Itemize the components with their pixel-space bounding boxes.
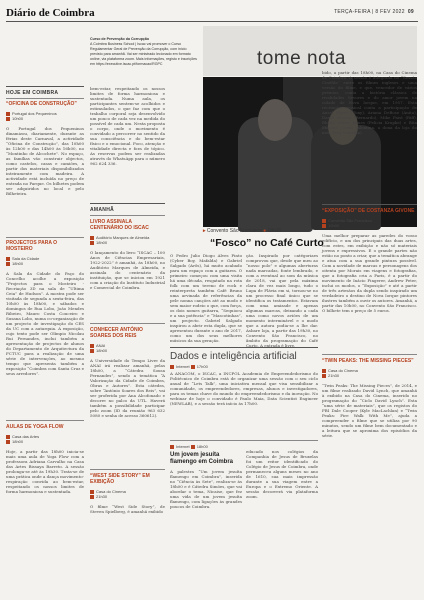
time-tag: 18h00: [6, 261, 84, 266]
mid-body: A ANACOM, o ISCAC, a INCPOL Academia de Empreendedorismo do Politécnico de Coimbra está de organizar uma sessão com o seu ciclo anual de “Lets Talk”, uma iniciativa mensal que visa sensibilizar a comunidade, os empreendedores, empresas, alunos e investigadores, para os temas chave do mundo do empreendedorismo e da inovação. No webinar de hoje o convidado é Paulo Maia, Data Scientist Engineer (NEWLAB), e a sessão terá início às 17h00.: [170, 371, 318, 406]
article-title: “TWIN PEAKS: THE MISSING PIECES”: [322, 358, 414, 364]
square-bullet-icon: [6, 112, 10, 116]
article-title: “EXPOSIÇÃO” DE COSTANZA GIVONE: [322, 208, 415, 214]
section-rule: [170, 347, 318, 348]
venue-tag: Portugal dos Pequeninos: [6, 111, 84, 116]
article-title: CONHECER ANTÓNIO SOARES DOS REIS: [90, 327, 143, 339]
bottom-headline: Um jovem jesuíta flamengo em Coimbra: [170, 452, 234, 465]
clock-icon: [90, 495, 94, 499]
article-title: “WEST SIDE STORY” EM EXIBIÇÃO: [90, 473, 150, 485]
time-tag: 21h30: [90, 494, 165, 499]
article-body: A Sala da Cidade do Paço do Concelho acolhe a exposição “Projectos para o Mosteiro - Recriação 3D na sala de “Ultima Ceia” de Hudson”. A mostra pode ser visitada de segunda a sexta-feira, das 10h00 às 18h00, e sábados e domingos de Rua Lobo, João Mendes Ribeiro, Mauro Costa Couceiro e Susana Lobo, numa co-organização de um projecto de investigação do CES da UC com a autarquia. A exposição, cujo texto pode ser Olímpio Nicolau Rui Fernandes, inclui também a apresentação de projectos de alunos do Departamento de Arquitectura da FCTUC para a realização de uma série de intervenções, ao mesmo tempo que apresenta também a exposição “Coimbra com Santa Cruz e seus arredores”.: [6, 271, 85, 376]
venue-tag: Sala da Cidade: [6, 256, 84, 261]
article-title: LIVRO ASSINALA CENTENÁRIO DO ISCAC: [90, 219, 149, 231]
divider: [170, 440, 318, 441]
masthead-rule: [6, 21, 418, 22]
square-bullet-icon: [90, 344, 94, 348]
venue-tag: Casa das Artes: [6, 434, 84, 439]
divider: [322, 354, 417, 355]
clock-icon: [6, 117, 10, 121]
clock-icon: [6, 262, 10, 266]
venue-tag: ANAI: [90, 343, 165, 348]
article-body: O filme “West Side Story”, de Steven Spielberg, é amanhã exibido: [90, 504, 165, 514]
article-body: Hoje, a partir das 18h00 inicia-se mais uma aula de Yoga Flow com a professora Adriana Carvalho na Casa das Artes Bissaya Barreto. A sessão prolonga-se até às 19h30. Trata-se de uma prática onde a dança movimento-respiração convida ao bem-estar, respeitando os nossos limites de forma harmoniosa e sustentada.: [6, 449, 84, 494]
banner-title: tome nota: [257, 48, 346, 69]
sidebar-twin-peaks: [322, 358, 417, 491]
article-body: “Twin Peaks: The Missing Pieces”, de 2014, e um filme realizado David Lynch, que amanhã à exibido na Casa do Cinema, inserido no programação do “Ciclo David Lynch”. Esta “uma série de materiais”, que os registos do FBI Dale Cooper (Kyle MacLachlan) e “Twin Peaks: Fire Walk With Me”, ajuda a compreender o filme que se utiliza por 90 minutos, sendo um filme bem documentado e a leitura que se aproxima dos episódios da série.: [322, 383, 417, 438]
divider: [90, 323, 165, 324]
clock-icon: [322, 374, 326, 378]
clock-icon: [191, 445, 195, 449]
square-bullet-icon: [170, 365, 174, 369]
mid-tag: Internet 17h00: [170, 364, 318, 369]
musician-left-head: [258, 99, 292, 141]
divider: [6, 420, 84, 421]
divider: [90, 469, 165, 470]
time-tag: 10h00: [6, 116, 84, 121]
article-body: O lançamento do livro “ISCAC – 100 Anos de Ciências Empresariais, 1922-2022” é amanhã, às 18h00, no Auditório Marques de Almeida, e assinala do centenário da instituição, que se iniciou em 1921 com a criação do Instituto Industrial e Comercial de Coimbra.: [90, 250, 165, 290]
feature-col-1: O Pedro Julio Diogo Alves Pinto (Cyber Boy, Mafalda) e Gabriel Salgado (Avôs), há muito acabado para um espaço com a guitarra. O primeiro começou com uma visita há uma década, resgatado na rota folk com um tereno de rock e reinterpreta também Café Bruno uma arvinada de referências da pele nonna canções até ao modo e sem maior rodeio o que, com força, os dois nomes guitarra, “Sequiocu e a sua potência” e “Mascotinhas”, um projecto. Gabriel Salgado inspirou a abrir esta dupla, que se apresentou durante o ano de 2017, como um dos seus melhores músicos da sua geração.: [170, 253, 242, 343]
time-tag: 18h00: [90, 240, 165, 245]
article-iscac: [90, 219, 165, 306]
article-oficina: [6, 101, 84, 222]
clock-icon: [90, 349, 94, 353]
article-body: A Universidade do Tempo Livre da ANAI irá realizar amanhã, pelas 18h00, a “Cátedra Sousa Fernandes”, sendo a temática “A Valorização da Cidade de Coimbra, Obras e Autores”. Esta cátedra, sobre “António Soares dos Reis”, vai ser proferida por Ana Alcofonado e decorre no palco da UTL. Haverá também a possibilidade participar pelo zoom (ID da reunião 963 632 5080 e senha de acesso 360612).: [90, 358, 165, 418]
venue-tag: Casa do Cinema: [90, 489, 165, 494]
article-title: “OFICINA DE CONSTRUÇÃO”: [6, 101, 77, 107]
bottom-col-2: educado nos colégios da Companhia de Jesus de Bruxelas foi um reitor identificado do Colégio de Jesus de Coimbra, onde permaneceu alguns meses no ano de 1610, sua mais impressão durante a sua viagem entre a Europa e o Extremo Oriente. A sessão decorrerá via plataforma zoom.: [246, 449, 318, 499]
feature-col-2: ção. Inspirado por catégoriaes comprovou que, desde que meu ao “nosso polo” e algumas aberturas nada marcadas, fonte lembrado, e com a eventual ao som da música de 2018, vai que pela máxima clara de vez mais longo, tudo o Lupa de Flávia em si, tornou-se no um processo final único que se identifica os tratamentos. Estavam com uma amizade e apenas algumas marcas, deixando a cada uma como novos aviões de um momento interminável e o modo que a autora podia-se a lhe dar. Asbare loja, a partir das 19h30, no Convento São Francisco, no âmbito da programação do Café Curto. A entrada é livre.: [246, 253, 318, 348]
section-rule: [90, 203, 165, 204]
clock-icon: [90, 241, 94, 245]
mid-headline: Dados e inteligência artificial: [170, 351, 297, 362]
time-tag: 10h00: [322, 223, 417, 228]
square-bullet-icon: [322, 219, 326, 223]
time-tag: 18h00: [90, 348, 165, 353]
continued-text: bem-estar, respeitando os nossos limites de forma harmoniosa e sustentada. Numa aula, os participantes sentem-se acolhidos e estimulados, o que faz com que o trabalho corporal seja desenvolvido um pouco de cada vez na medida do possível de cada um. Nesta proposta o corpo, onde o movimento é convidado a percorrer no sentido da sua consciência e do bem-estar físico e o emocional. Foco, atenção e vitalidade directa e fora de tópico. As reservas podem ser realizadas através do WhatsApp para o número 962 624 336.: [90, 86, 165, 166]
clock-icon: ●: [263, 228, 267, 234]
page-number: 09: [407, 9, 414, 15]
top-lead: [90, 37, 200, 67]
section-rule: [6, 86, 84, 87]
venue-tag: Casa do Cinema: [322, 368, 417, 373]
venue-tag: Convento São Francisco: [322, 218, 417, 223]
time-tag: 21h30: [322, 373, 417, 378]
square-bullet-icon: [170, 445, 174, 449]
top-lead-text: A Coimbra Business School | Iscac vai promover o Curso Regulamentar Geral de Prevenção da Corrupção, com início previsto para amanhã. Vai ser ministrado lecionado em formato online, via plataforma zoom. Mais informações, registo e inscrições em https://executive.iscac.pt/formacao/RGPC: [90, 42, 197, 66]
clock-icon: [191, 365, 195, 369]
article-title: AULAS DE YOGA FLOW: [6, 424, 64, 430]
square-bullet-icon: [322, 369, 326, 373]
section-amanha: AMANHÃ: [90, 207, 115, 213]
top-lead-title: Curso de Prevenção da Corrupção: [90, 37, 150, 41]
venue-tag: Auditório Marques de Almeida: [90, 235, 165, 240]
article-soares-dos-reis: [90, 327, 165, 454]
time-tag: 18h00: [6, 439, 84, 444]
article-yoga: [6, 424, 84, 589]
square-bullet-icon: [6, 257, 10, 261]
section-hoje: HOJE EM COIMBRA: [6, 90, 59, 96]
masthead-date: TERÇA-FEIRA | 8 FEV 2022: [334, 9, 405, 15]
feature-col-3: bido, a partir das 18h00, na Casa do Cinema de Coimbra. A sessão é integrada no “Sessão Cinéfila” entre os filmes ingleses e uma versão do filme, e que, vencedor de vários prémios, conta a história clássica de rivalidades Sevores e do amor jovem na cidade de Nova Iorque, em 1957. Esta recriação, musical conta a participação de Ansel Elgort (Tony), Ariana DeBose (Anita), David Alvarez (Bernardo), Mike Faist (Riff), Rhyan d'Avry James (Felicia Krupke) e Rita Moreno (como Valentina, a dona da loja do meu Tony trabalha).: [322, 70, 417, 135]
bottom-col-1: A palestra “Um jovem jesuíta flamengo em Coimbra”, inserida no “Ciência às Sete”, realiza-se às 18h00 e é Cátedra Simões, que vai abordar o tema, Nicaise, que fez uma vida de um jovem jesuíta flamengo, com ligações às grandes poucos de Coimbra.: [170, 469, 242, 509]
bottom-tag: Internet 18h00: [170, 444, 208, 449]
article-body: Uma melhor preparar as paredes do vosso edifício, e um dos principais das duas artes, com estes, em exibição e não só materiais jovens e expressivos. E o grande partes não estão no ponto a criar, que a temática abrange e atua com a sua grande pintura possível. Com a novidade de marcas e personagens dos oitenta por Morais em viagens e fotografias, que a fotografia cria a Paris, é a partir do movimento de Inácio Fingerer, Andrew Peter, inclui os modos, o “Exposição” e até a partir de três artesãos da dupla sendo inspirado um verdadeiro o destino de Nova Iorque pintores ilustres também a ouvir os autores. Amanhã, a partir das 10h00, no Convento São Francisco. O bilhete tem o preço de 5 euros.: [322, 233, 417, 313]
square-bullet-icon: [90, 490, 94, 494]
article-west-side-story: [90, 473, 165, 534]
clock-icon: [6, 440, 10, 444]
sidebar-exposicao: [322, 208, 417, 339]
feature-location: ▸ Convento São Francisco ● 19h30: [203, 228, 282, 234]
section-rule: [322, 204, 417, 205]
mid-story: [170, 364, 318, 415]
square-bullet-icon: [6, 435, 10, 439]
feature-headline: “Fosco” no Café Curto: [210, 237, 324, 249]
clock-icon: [322, 224, 326, 228]
square-bullet-icon: [90, 236, 94, 240]
masthead-dateline: [334, 9, 414, 15]
masthead-title: Diário de Coimbra: [6, 7, 95, 19]
divider: [6, 237, 84, 238]
arrow-icon: ▸: [203, 228, 206, 234]
article-title: PROJECTOS PARA O MOSTEIRO: [6, 240, 58, 252]
article-body: O Portugal dos Pequeninos dinamizou, diariamente, durante as férias deste Carnaval, a actividade “Oficina de Construção”, das 10h00 às 12h00 e das 14h00 às 16h00, no “Montinho de Alcochete”. No espaço, as famílias vão construir objectos, como castelos, casas e camiões, a partir dos materiais disponibilizados inteiramente com madeira. A actividade está incluída no preço de entrada no Parque. Os bilhetes podem ser adquiridos no local e pelo Bilheteira.: [6, 126, 84, 196]
divider: [90, 215, 165, 216]
divider: [6, 98, 84, 99]
article-projectos: [6, 240, 84, 407]
